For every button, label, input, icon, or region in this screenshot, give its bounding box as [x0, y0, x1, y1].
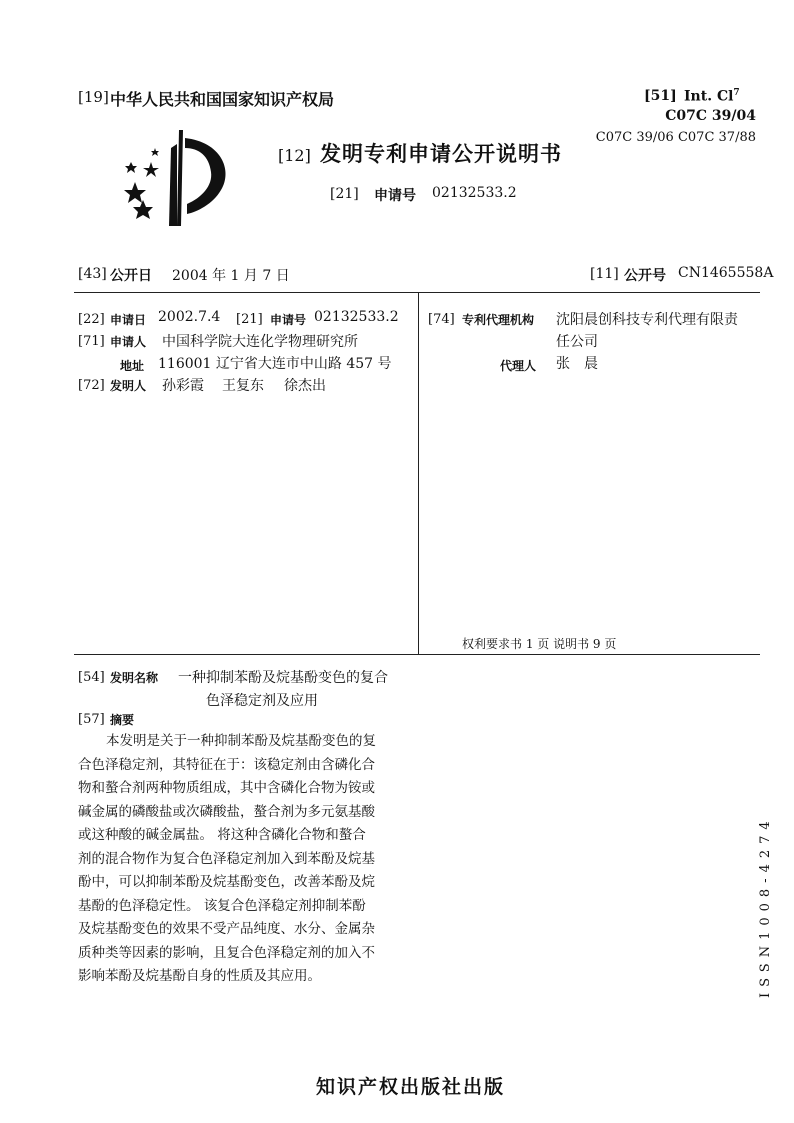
agency-line2: 任公司: [556, 334, 598, 350]
biblio-appno-code: [21]: [236, 312, 263, 327]
appno-value: 02132533.2: [432, 185, 517, 201]
intcl-sup: 7: [733, 88, 740, 98]
abstract-line: 影响苯酚及烷基酚自身的性质及其应用。: [78, 968, 321, 984]
abstract-line: 酚中，可以抑制苯酚及烷基酚变色，改善苯酚及烷: [78, 874, 375, 890]
address-label: 地址: [120, 359, 145, 373]
applicant-value: 中国科学院大连化学物理研究所: [162, 334, 358, 350]
abstract-line: 质种类等因素的影响，且复合色泽稳定剂的加入不: [78, 944, 375, 961]
intcl-label-text: Int. Cl: [684, 88, 734, 105]
abstract-line: 碱金属的磷酸盐或次磷酸盐，螯合剂为多元氨基酸: [78, 803, 375, 820]
title-label: 发明名称: [110, 671, 159, 685]
pub-no-code: [11]: [590, 266, 619, 282]
appno-code: [21]: [330, 186, 359, 202]
invention-title-line1: 一种抑制苯酚及烷基酚变色的复合: [178, 670, 388, 686]
inventor-label: 发明人: [110, 379, 147, 393]
agent-value: 张 晨: [556, 356, 598, 372]
inventor-code: [72]: [78, 378, 105, 393]
pub-date-label: 公开日: [110, 268, 152, 284]
sipo-logo-icon: [121, 128, 233, 228]
agency-code: [74]: [428, 312, 455, 327]
filing-label: 申请日: [110, 313, 147, 327]
applicant-label: 申请人: [110, 335, 147, 349]
biblio-appno-value: 02132533.2: [314, 309, 399, 325]
abstract-line: 物和螯合剂两种物质组成，其中含磷化合物为铵或: [78, 780, 375, 796]
top-rule: [74, 292, 760, 293]
abstract-line: 及烷基酚变色的效果不受产品纯度、水分、金属杂: [78, 921, 375, 937]
appno-label: 申请号: [374, 188, 416, 204]
title-code: [54]: [78, 670, 105, 685]
pub-date-code: [43]: [78, 266, 107, 282]
issn-vertical: ISSN1008-4274: [758, 815, 773, 998]
intcl-code: [51]: [644, 88, 677, 104]
intcl-label: [684, 88, 740, 105]
office-name: 中华人民共和国国家知识产权局: [110, 90, 335, 109]
address-value: 116001 辽宁省大连市中山路 457 号: [158, 356, 392, 372]
agency-label: 专利代理机构: [462, 313, 535, 327]
inventor-1: 孙彩霞: [162, 378, 204, 394]
applicant-code: [71]: [78, 334, 105, 349]
sipo-logo: [121, 128, 233, 228]
office-code: [19]: [78, 88, 109, 106]
intcl-main: C07C 39/04: [665, 108, 756, 124]
agent-label: 代理人: [500, 359, 537, 373]
inventor-2: 王复东: [222, 378, 264, 394]
doc-type-title: 发明专利申请公开说明书: [320, 142, 562, 166]
filing-code: [22]: [78, 312, 105, 327]
inventor-3: 徐杰出: [284, 378, 326, 394]
biblio-appno-label: 申请号: [270, 313, 307, 327]
filing-value: 2002.7.4: [158, 309, 221, 325]
mid-rule: [74, 654, 760, 655]
abstract-line: 或这种酸的碱金属盐。 将这种含磷化合物和螯合: [78, 827, 366, 843]
pages-note: 权利要求书 1 页 说明书 9 页: [462, 637, 617, 651]
abstract-line: 合色泽稳定剂，其特征在于：该稳定剂由含磷化合: [78, 756, 375, 773]
intcl-secondary: C07C 39/06 C07C 37/88: [595, 130, 756, 145]
abstract-body: [78, 730, 418, 989]
pub-date-value: 2004 年 1 月 7 日: [172, 268, 290, 284]
publisher-footer: 知识产权出版社出版: [316, 1076, 506, 1098]
invention-title-line2: 色泽稳定剂及应用: [206, 693, 318, 709]
abstract-line: 基酚的色泽稳定性。 该复合色泽稳定剂抑制苯酚: [78, 897, 366, 914]
column-divider: [418, 292, 419, 654]
pub-no-label: 公开号: [624, 268, 666, 284]
abstract-code: [57]: [78, 712, 105, 727]
abstract-line: 本发明是关于一种抑制苯酚及烷基酚变色的复: [106, 733, 376, 749]
pub-no-value: CN1465558A: [678, 265, 774, 281]
agency-line1: 沈阳晨创科技专利代理有限责: [556, 312, 738, 328]
abstract-label: 摘要: [110, 713, 135, 727]
doc-code: [12]: [278, 146, 311, 165]
abstract-line: 剂的混合物作为复合色泽稳定剂加入到苯酚及烷基: [78, 850, 375, 867]
